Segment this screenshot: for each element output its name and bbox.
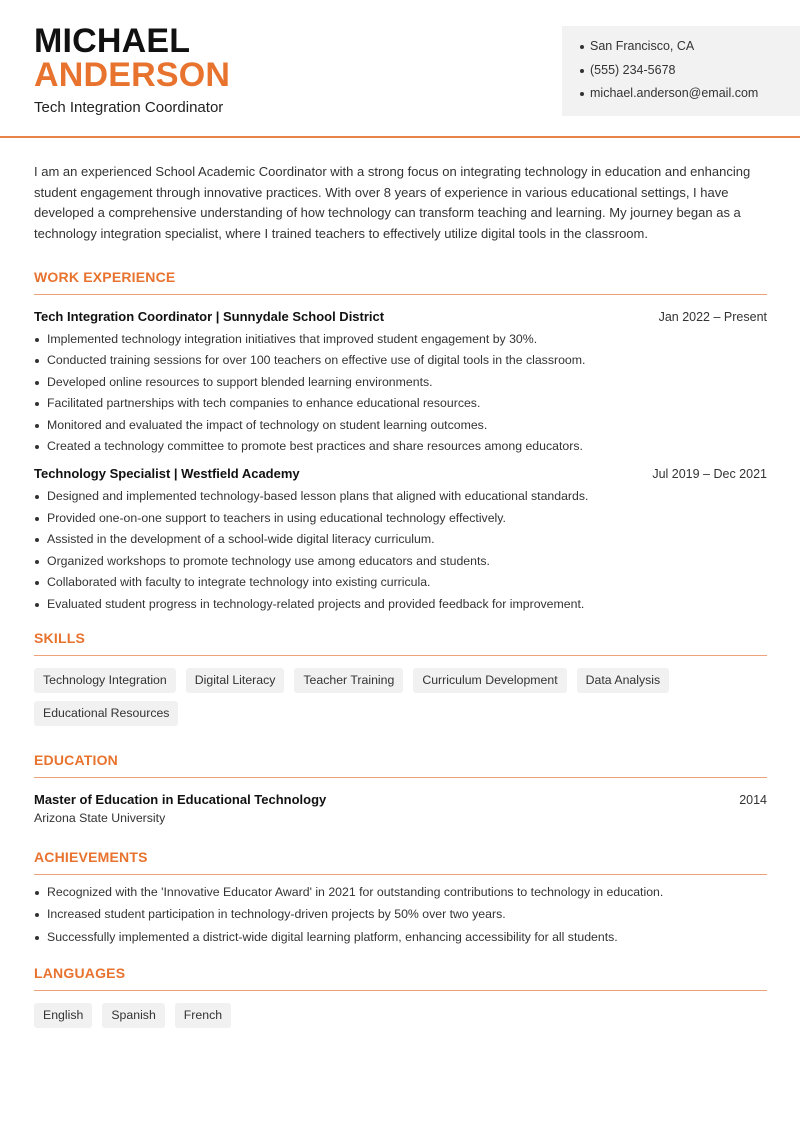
job-entry [34,466,767,612]
contact-box [562,26,800,116]
skill-tag: Digital Literacy [186,668,285,693]
list-item: Monitored and evaluated the impact of technology on student learning outcomes. [34,418,767,433]
education-entry [34,792,767,807]
skill-tag: Teacher Training [294,668,403,693]
contact-location: San Francisco, CA [580,38,782,62]
language-tag: French [175,1003,231,1028]
job-role: Tech Integration Coordinator | Sunnydale School District [34,308,385,324]
contact-phone: (555) 234-5678 [580,62,782,86]
list-item: Conducted training sessions for over 100 teachers on effective use of digital tools in the classroom. [34,353,767,368]
section-title-languages: LANGUAGES [34,965,767,991]
list-item: Developed online resources to support blended learning environments. [34,375,767,390]
summary: I am an experienced School Academic Coordinator with a strong focus on integrating technology in education and enhancing student engagement through innovative practices. With over 8 years of experience in various educational settings, I have developed a comprehensive understanding of how technology can transform teaching and learning. My journey began as a technology integration specialist, where I trained teachers to effectively utilize digital tools in the classroom. [34,164,751,242]
first-name: MICHAEL [34,22,191,60]
list-item: Created a technology committee to promote best practices and share resources among educators. [34,439,767,454]
job-date: Jan 2022 – Present [658,309,767,324]
section-title-achievements: ACHIEVEMENTS [34,849,767,875]
achievements-list [34,885,767,945]
languages-list [34,1003,767,1028]
education-year: 2014 [739,792,767,807]
job-bullets [34,332,767,455]
education-degree: Master of Education in Educational Technology [34,791,327,807]
list-item: Collaborated with faculty to integrate technology into existing curricula. [34,575,767,590]
list-item: Provided one-on-one support to teachers in using educational technology effectively. [34,511,767,526]
list-item: Organized workshops to promote technology use among educators and students. [34,554,767,569]
skills-list [34,668,767,726]
skill-tag: Technology Integration [34,668,176,693]
skill-tag: Educational Resources [34,701,178,726]
job-bullets [34,489,767,612]
list-item: Facilitated partnerships with tech companies to enhance educational resources. [34,396,767,411]
job-date: Jul 2019 – Dec 2021 [652,467,767,482]
job-role: Technology Specialist | Westfield Academy [34,466,300,482]
skill-tag: Data Analysis [577,668,670,693]
list-item: Evaluated student progress in technology-related projects and provided feedback for improvement. [34,597,767,612]
resume-header [0,0,800,138]
skill-tag: Curriculum Development [413,668,566,693]
contact-email[interactable]: michael.anderson@email.com [580,85,782,109]
list-item: Designed and implemented technology-based lesson plans that aligned with educational standards. [34,489,767,504]
list-item: Implemented technology integration initiatives that improved student engagement by 30%. [34,332,767,347]
last-name: ANDERSON [34,56,231,94]
list-item: Increased student participation in technology-driven projects by 50% over two years. [34,907,767,922]
job-entry [34,309,767,455]
list-item: Recognized with the 'Innovative Educator Award' in 2021 for outstanding contributions to technology in education. [34,885,767,900]
language-tag: English [34,1003,92,1028]
list-item: Successfully implemented a district-wide digital learning platform, enhancing accessibility for all students. [34,930,767,945]
section-title-work: WORK EXPERIENCE [34,269,767,295]
candidate-name [34,24,230,92]
education-school: Arizona State University [34,810,166,825]
candidate-title: Tech Integration Coordinator [34,99,224,116]
language-tag: Spanish [102,1003,164,1028]
resume-body [34,162,767,1028]
section-title-skills: SKILLS [34,630,767,656]
list-item: Assisted in the development of a school-wide digital literacy curriculum. [34,532,767,547]
section-title-education: EDUCATION [34,752,767,778]
